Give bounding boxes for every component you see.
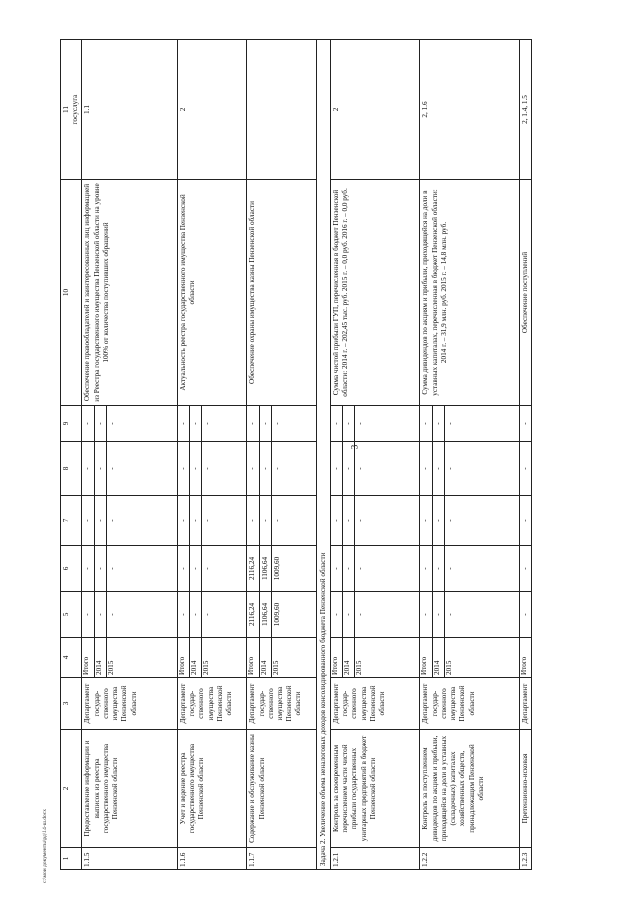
value-cell: -	[190, 442, 202, 496]
value-cell: 1009,60	[271, 546, 316, 592]
value-cell: -	[94, 592, 106, 638]
value-cell: -	[420, 406, 432, 442]
header-cell: 7	[61, 496, 82, 546]
indicator-cell: Сумма дивидендов по акциям и прибыли, приходящейся на доли в уставных капиталах, перечисленная в бюджет Пензенской области: 2014 г. – 31,9 млн. руб. 2015 г. – 14,8 млн. руб.	[420, 180, 519, 406]
header-extra-note: госуслуга	[71, 94, 80, 125]
row-number: 1.1.7	[247, 848, 316, 870]
header-cell: 1	[61, 848, 82, 870]
task-row	[316, 40, 330, 870]
value-cell: -	[444, 592, 519, 638]
year-label: 2014	[432, 638, 444, 678]
table-row	[82, 40, 94, 870]
value-cell: -	[343, 442, 355, 496]
row-number: 1.2.2	[420, 848, 519, 870]
value-cell: -	[177, 442, 189, 496]
table-row	[247, 40, 259, 870]
year-label: 2015	[202, 638, 247, 678]
indicator-cell: Сумма чистой прибыли ГУП, перечисленная в бюджет Пензенской области: 2014 г. – 202,45 тыс. руб. 2015 г. – 0,0 руб. 2016 г. – 0,0 руб.	[330, 180, 419, 406]
value-cell: -	[343, 592, 355, 638]
table-row	[330, 40, 342, 870]
year-label: 2014	[259, 638, 271, 678]
links-cell: 1.1	[82, 40, 177, 180]
value-cell: -	[202, 546, 247, 592]
value-cell: -	[106, 406, 177, 442]
value-cell: -	[271, 496, 316, 546]
activity-name: Претензионно-исковая	[519, 730, 531, 848]
value-cell: 2116,24	[247, 592, 259, 638]
value-cell: -	[432, 442, 444, 496]
header-cell-number: 11	[62, 106, 70, 113]
value-cell: -	[343, 406, 355, 442]
value-cell: -	[444, 442, 519, 496]
value-cell: -	[247, 496, 259, 546]
responsible-dept: Департамент государ-ственного имущества Пензенской области	[330, 678, 419, 730]
value-cell: -	[432, 406, 444, 442]
value-cell: -	[202, 442, 247, 496]
year-label: 2014	[190, 638, 202, 678]
header-cell: 5	[61, 592, 82, 638]
year-label: Итого	[330, 638, 342, 678]
responsible-dept: Департамент государ-ственного имущества Пензенской области	[82, 678, 177, 730]
value-cell: -	[432, 592, 444, 638]
links-cell: 2, 1.4, 1.5	[519, 40, 531, 180]
value-cell: -	[519, 592, 531, 638]
value-cell: -	[444, 546, 519, 592]
value-cell: -	[420, 496, 432, 546]
value-cell: -	[259, 496, 271, 546]
year-label: 2015	[106, 638, 177, 678]
value-cell: -	[82, 442, 94, 496]
year-label: Итого	[82, 638, 94, 678]
row-number: 1.1.6	[177, 848, 246, 870]
header-cell: 2	[61, 730, 82, 848]
activity-name: Контроль за своевременным перечислением части чистой прибыли государственных унитарных предприятий в бюджет Пензенской области	[330, 730, 419, 848]
table-row	[420, 40, 432, 870]
value-cell: -	[259, 406, 271, 442]
value-cell: -	[519, 546, 531, 592]
value-cell: -	[259, 442, 271, 496]
responsible-dept: Департамент государ-ственного имущества Пензенской области	[420, 678, 519, 730]
header-cell: 4	[61, 638, 82, 678]
responsible-dept: Департамент государ-ственного имущества Пензенской области	[247, 678, 316, 730]
value-cell: -	[190, 546, 202, 592]
value-cell: -	[106, 592, 177, 638]
indicator-cell: Актуальность реестра государственного имущества Пензенской области	[177, 180, 246, 406]
value-cell: -	[247, 406, 259, 442]
activity-name: Контроль за поступлением дивидендов по акциям и прибыли, приходящейся на доли в уставных (складочных) капиталах хозяйственных обществ, принадлежащим Пензенской области	[420, 730, 519, 848]
program-table-sheet	[60, 40, 640, 870]
value-cell: -	[94, 496, 106, 546]
value-cell: -	[202, 496, 247, 546]
year-label: 2015	[355, 638, 420, 678]
value-cell: -	[330, 546, 342, 592]
value-cell: -	[355, 546, 420, 592]
header-cell: 8	[61, 442, 82, 496]
indicator-cell: Обеспечение поступлений	[519, 180, 531, 406]
value-cell: -	[190, 406, 202, 442]
responsible-dept: Департамент государ-ственного имущества Пензенской области	[177, 678, 246, 730]
value-cell: -	[177, 546, 189, 592]
value-cell: -	[106, 546, 177, 592]
value-cell: -	[420, 442, 432, 496]
value-cell: -	[355, 442, 420, 496]
value-cell: -	[94, 546, 106, 592]
header-cell	[61, 40, 82, 180]
year-label: Итого	[177, 638, 189, 678]
value-cell: -	[271, 406, 316, 442]
activity-name: Содержание и обслуживание казны Пензенской области	[247, 730, 316, 848]
year-label: Итого	[420, 638, 432, 678]
value-cell: -	[355, 406, 420, 442]
value-cell: -	[420, 592, 432, 638]
value-cell: -	[106, 442, 177, 496]
table-row	[519, 40, 531, 870]
year-label: Итого	[519, 638, 531, 678]
value-cell: -	[94, 442, 106, 496]
row-number: 1.2.3	[519, 848, 531, 870]
indicator-cell: Обеспечение охраны имущества казны Пензенской области	[247, 180, 316, 406]
value-cell: -	[177, 592, 189, 638]
value-cell: -	[432, 496, 444, 546]
activity-name: Предоставление информации и выписок из реестра государственного имущества Пензенской области	[82, 730, 177, 848]
value-cell: -	[355, 592, 420, 638]
year-label: 2015	[444, 638, 519, 678]
header-cell: 9	[61, 406, 82, 442]
year-label: 2014	[343, 638, 355, 678]
value-cell: -	[271, 442, 316, 496]
value-cell: -	[82, 592, 94, 638]
year-label: 2015	[271, 638, 316, 678]
value-cell: -	[420, 546, 432, 592]
value-cell: -	[330, 406, 342, 442]
value-cell: -	[519, 406, 531, 442]
value-cell: -	[177, 496, 189, 546]
value-cell: -	[82, 496, 94, 546]
links-cell: 2, 1.6	[420, 40, 519, 180]
value-cell: -	[355, 496, 420, 546]
activity-name: Учет и ведение реестра государственного имущества Пензенской области	[177, 730, 246, 848]
links-cell: 2	[330, 40, 419, 180]
value-cell: -	[330, 442, 342, 496]
file-path-footer: c:\мои документы\рд\14-ш.docx	[42, 809, 48, 883]
program-activities-table	[60, 39, 532, 870]
value-cell: -	[202, 592, 247, 638]
header-cell: 6	[61, 546, 82, 592]
responsible-dept: Департамент	[519, 678, 531, 730]
value-cell: 1106,64	[259, 546, 271, 592]
value-cell: -	[94, 406, 106, 442]
value-cell: 1106,64	[259, 592, 271, 638]
value-cell: -	[343, 496, 355, 546]
value-cell: -	[444, 406, 519, 442]
year-label: Итого	[247, 638, 259, 678]
header-cell: 10	[61, 180, 82, 406]
value-cell: -	[519, 442, 531, 496]
value-cell: 1009,60	[271, 592, 316, 638]
value-cell: -	[190, 592, 202, 638]
year-label: 2014	[94, 638, 106, 678]
task-title: Задача 2. Увеличение объема неналоговых доходов консолидированного бюджета Пензенской области	[316, 40, 330, 870]
value-cell: -	[82, 546, 94, 592]
value-cell: -	[519, 496, 531, 546]
value-cell: 2116,24	[247, 546, 259, 592]
value-cell: -	[106, 496, 177, 546]
value-cell: -	[330, 496, 342, 546]
value-cell: -	[177, 406, 189, 442]
value-cell: -	[82, 406, 94, 442]
value-cell: -	[432, 546, 444, 592]
table-row	[177, 40, 189, 870]
links-cell: 2	[177, 40, 246, 180]
page-number: 3	[349, 444, 360, 450]
value-cell: -	[343, 546, 355, 592]
value-cell: -	[190, 496, 202, 546]
column-number-row	[61, 40, 82, 870]
indicator-cell: Обеспечение правообладателей и заинтересованных лиц информацией из Реестра государственного имущества Пензенской области на уровне 100% от количества поступивших обращений	[82, 180, 177, 406]
links-cell	[247, 40, 316, 180]
value-cell: -	[330, 592, 342, 638]
header-cell: 3	[61, 678, 82, 730]
row-number: 1.1.5	[82, 848, 177, 870]
row-number: 1.2.1	[330, 848, 419, 870]
value-cell: -	[444, 496, 519, 546]
value-cell: -	[202, 406, 247, 442]
value-cell: -	[247, 442, 259, 496]
